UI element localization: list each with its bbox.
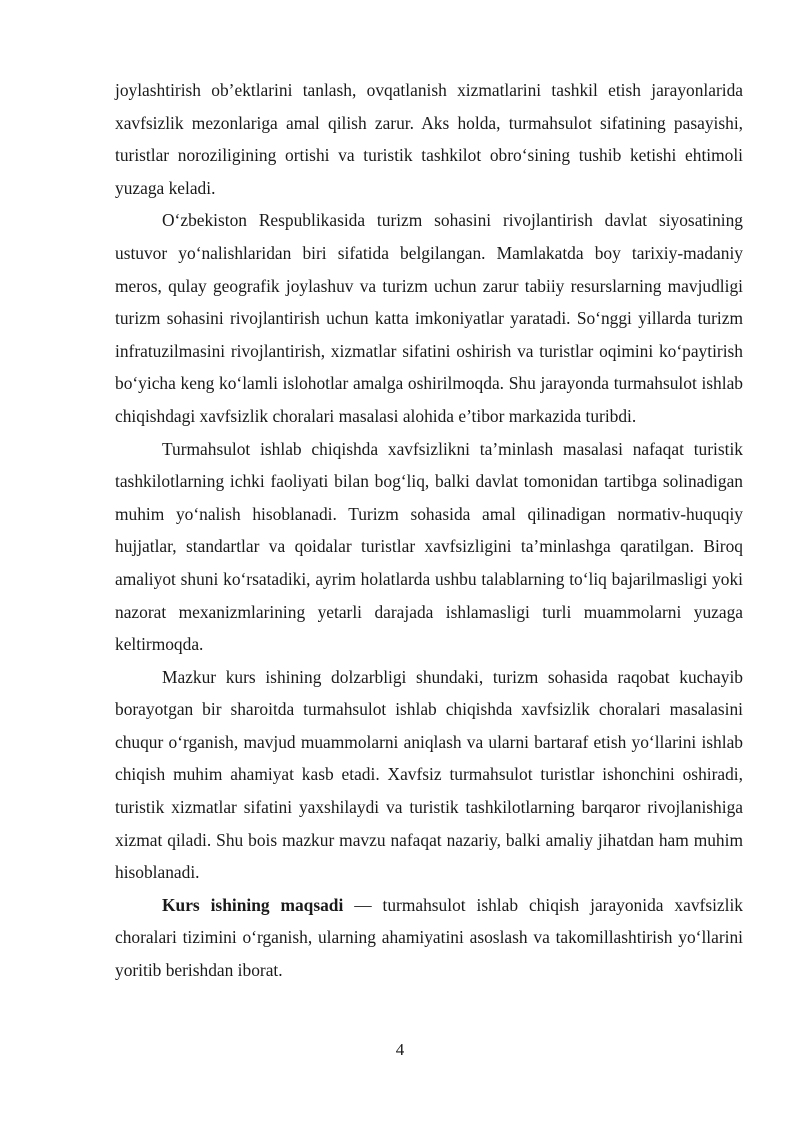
- page-number: 4: [395, 1040, 405, 1059]
- paragraph-4: Mazkur kurs ishining dolzarbligi shundaki, turizm sohasida raqobat kuchayib borayotgan bir sharoitda turmahsulot ishlab chiqishda xavfsizlik choralari masalasini chuqur o‘rganish, mavjud muammolarni aniqlash va ularni bartaraf etish yo‘llarini ishlab chiqish muhim ahamiyat kasb etadi. Xavfsiz turmahsulot turistlar ishonchini oshiradi, turistik xizmatlar sifatini yaxshilaydi va turistik tashkilotlarning barqaror rivojlanishiga xizmat qiladi. Shu bois mazkur mavzu nafaqat nazariy, balki amaliy jihatdan ham muhim hisoblanadi.: [115, 666, 743, 883]
- paragraph-3: Turmahsulot ishlab chiqishda xavfsizlikni ta’minlash masalasi nafaqat turistik tashkilotlarning ichki faoliyati bilan bog‘liq, balki davlat tomonidan tartibga solinadigan muhim yo‘nalish hisoblanadi. Turizm sohasida amal qilinadigan normativ-huquqiy hujjatlar, standartlar va qoidalar turistlar xavfsizligini ta’minlashga qaratilgan. Biroq amaliyot shuni ko‘rsatadiki, ayrim holatlarda ushbu talablarning to‘liq bajarilmasligi yoki nazorat mexanizmlarining yetarli darajada ishlamasligi turli muammolarni yuzaga keltirmoqda.: [115, 438, 743, 655]
- body-text: [115, 74, 743, 987]
- goal-paragraph: [115, 889, 743, 987]
- paragraph-1: joylashtirish ob’ektlarini tanlash, ovqatlanish xizmatlarini tashkil etish jarayonlarida xavfsizlik mezonlariga amal qilish zarur. Aks holda, turmahsulot sifatining pasayishi, turistlar noroziligining ortishi va turistik tashkilot obro‘sining tushib ketishi ehtimoli yuzaga keladi.: [115, 80, 743, 198]
- paragraph-2: O‘zbekiston Respublikasida turizm sohasini rivojlantirish davlat siyosatining ustuvor yo‘nalishlaridan biri sifatida belgilangan. Mamlakatda boy tarixiy-madaniy meros, qulay geografik joylashuv va turizm uchun zarur tabiiy resurslarning mavjudligi turizm sohasini rivojlantirish uchun katta imkoniyatlar yaratadi. So‘nggi yillarda turizm infratuzilmasini rivojlantirish, xizmatlar sifatini oshirish va turistlar oqimini ko‘paytirish bo‘yicha keng ko‘lamli islohotlar amalga oshirilmoqda. Shu jarayonda turmahsulot ishlab chiqishdagi xavfsizlik choralari masalasi alohida e’tibor markazida turibdi.: [115, 210, 743, 426]
- goal-text: — turmahsulot ishlab chiqish jarayonida xavfsizlik choralari tizimini o‘rganish, ularning ahamiyatini asoslash va takomillashtirish yo‘llarini yoritib berishdan iborat.: [115, 894, 743, 981]
- goal-heading: Kurs ishining maqsadi: [162, 894, 344, 915]
